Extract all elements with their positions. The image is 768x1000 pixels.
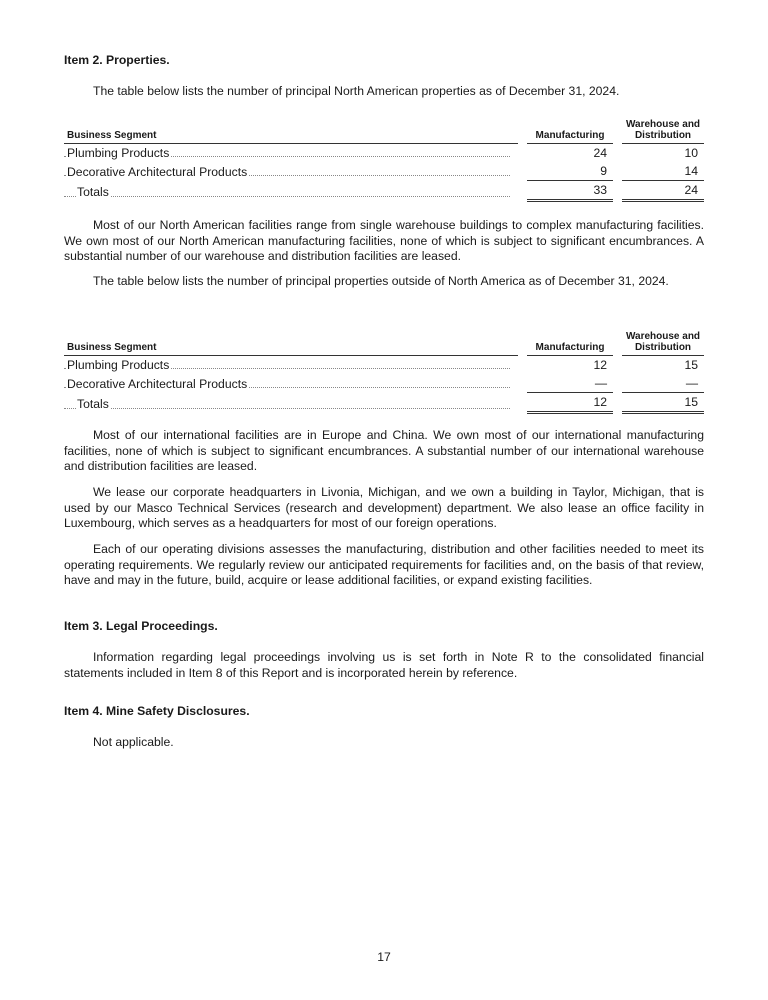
item3-heading: Item 3. Legal Proceedings. [64,619,218,633]
manufacturing-value: 9 [527,162,613,181]
segment-label: Decorative Architectural Products [64,374,518,393]
manufacturing-value: — [527,374,613,393]
item4-heading: Item 4. Mine Safety Disclosures. [64,704,250,718]
item2-heading: Item 2. Properties. [64,53,170,67]
page-number: 17 [377,950,391,964]
table-row [64,374,704,393]
para-headquarters: We lease our corporate headquarters in Livonia, Michigan, and we own a building in Taylor, Michigan, that is used by our Masco Technical Services (research and development) department. We also lease an office facility in Luxembourg, which serves as a headquarters for most of our foreign operations. [64,485,704,530]
manufacturing-value: 12 [593,358,607,372]
item3-body: Information regarding legal proceedings involving us is set forth in Note R to the consolidated financial statements included in Item 8 of this Report and is incorporated herein by reference. [64,650,704,680]
item4-body: Not applicable. [93,735,174,749]
header-warehouse-distribution: Warehouse and Distribution [622,331,704,356]
warehouse-total: 24 [622,181,704,202]
table-row [64,144,704,162]
para-north-america: Most of our North American facilities range from single warehouse buildings to complex manufacturing facilities. We own most of our North American manufacturing facilities, none of which is subject to significant encumbrances. A substantial number of our warehouse and distribution facilities are leased. [64,218,704,263]
totals-label: Totals [64,393,518,414]
warehouse-value: 10 [684,146,698,160]
warehouse-total: 15 [622,393,704,414]
manufacturing-total: 12 [527,393,613,414]
header-manufacturing: Manufacturing [527,331,613,356]
segment-label: Decorative Architectural Products [64,162,518,181]
warehouse-value: 15 [684,358,698,372]
warehouse-value: 14 [622,162,704,181]
segment-label: Plumbing Products [64,144,518,162]
table-header-row [64,331,704,356]
table-header-row [64,119,704,144]
intro-north-america: The table below lists the number of principal North American properties as of December 31, 2024. [93,84,620,98]
north-america-properties-table [64,119,704,202]
header-business-segment: Business Segment [64,331,518,356]
segment-label: Plumbing Products [64,356,518,374]
header-warehouse-distribution: Warehouse and Distribution [622,119,704,144]
manufacturing-value: 24 [593,146,607,160]
warehouse-value: — [622,374,704,393]
header-business-segment: Business Segment [64,119,518,144]
table-row [64,162,704,181]
table-row [64,356,704,374]
para-international: Most of our international facilities are in Europe and China. We own most of our international manufacturing facilities, none of which is subject to significant encumbrances. A substantial number of our international warehouse and distribution facilities are leased. [64,428,704,473]
para-divisions: Each of our operating divisions assesses the manufacturing, distribution and other facilities needed to meet its operating requirements. We regularly review our anticipated requirements for facilities and, on the basis of that review, have and may in the future, build, acquire or lease additional facilities, or expand existing facilities. [64,542,704,587]
manufacturing-total: 33 [527,181,613,202]
intro-outside-north-america: The table below lists the number of principal properties outside of North America as of December 31, 2024. [93,274,669,288]
totals-row [64,181,704,202]
outside-north-america-properties-table [64,331,704,414]
totals-row [64,393,704,414]
totals-label: Totals [64,181,518,202]
header-manufacturing: Manufacturing [527,119,613,144]
